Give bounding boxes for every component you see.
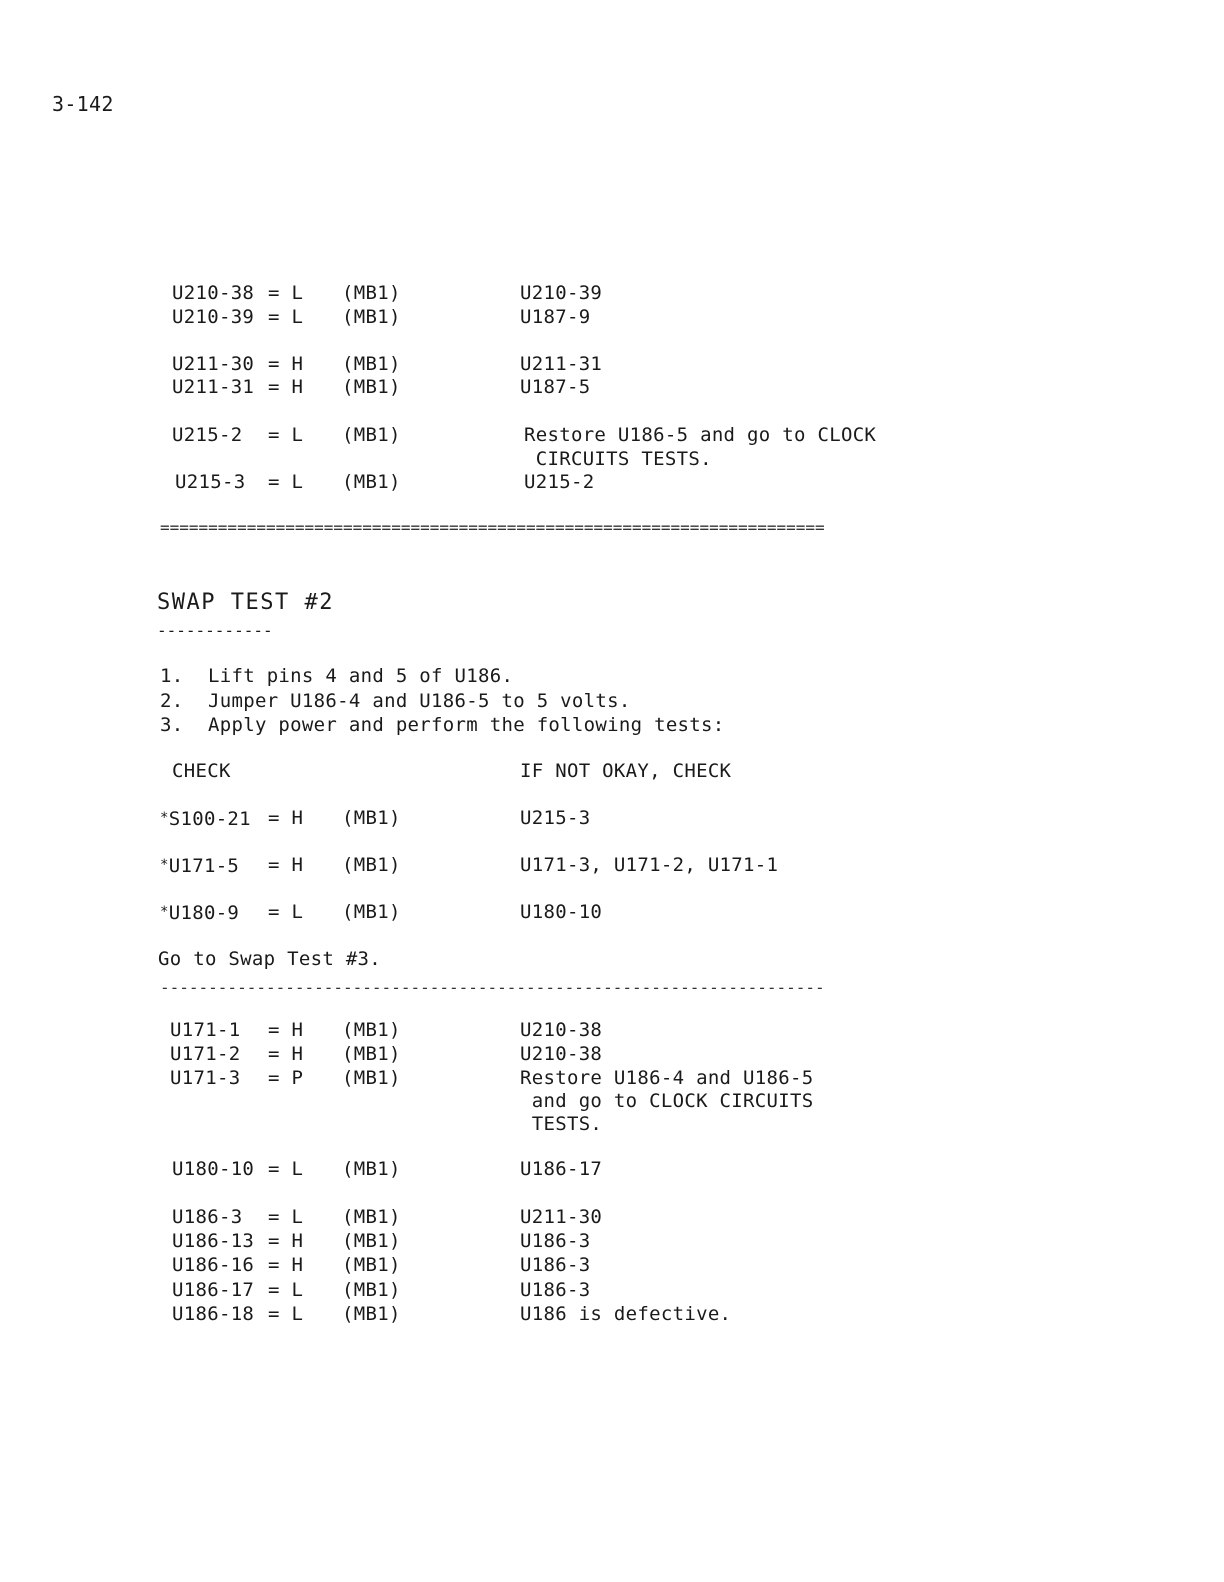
check-cell: U171-3, U171-2, U171-1 xyxy=(520,854,779,876)
check-cell: U187-5 xyxy=(520,376,591,398)
signal-cell: U186-16 xyxy=(172,1254,255,1276)
location-cell: (MB1) xyxy=(342,1158,401,1180)
value-cell: = L xyxy=(268,1279,304,1301)
asterisk-marker: * xyxy=(160,810,169,826)
if-not-okay-column-header: IF NOT OKAY, CHECK xyxy=(520,760,732,782)
goto-instruction: Go to Swap Test #3. xyxy=(158,948,382,970)
signal-cell: U210-39 xyxy=(172,306,255,328)
test-line xyxy=(160,853,239,878)
location-cell: (MB1) xyxy=(342,471,401,493)
value-cell: = H xyxy=(268,1230,304,1252)
location-cell: (MB1) xyxy=(342,282,401,304)
page-number: 3-142 xyxy=(52,92,114,116)
check-cell: U210-38 xyxy=(520,1019,603,1041)
signal-cell: U186-17 xyxy=(172,1279,255,1301)
signal-cell: U211-30 xyxy=(172,353,255,375)
signal-cell: U210-38 xyxy=(172,282,255,304)
check-cell: U187-9 xyxy=(520,306,591,328)
value-cell: = L xyxy=(268,1303,304,1325)
step-text: Jumper U186-4 and U186-5 to 5 volts. xyxy=(208,690,631,712)
value-cell: = L xyxy=(268,306,304,328)
value-cell: = H xyxy=(268,807,304,829)
check-cell: U186 is defective. xyxy=(520,1303,732,1325)
location-cell: (MB1) xyxy=(342,1230,401,1252)
location-cell: (MB1) xyxy=(342,424,401,446)
check-cell-continued: CIRCUITS TESTS. xyxy=(524,448,712,470)
value-cell: = L xyxy=(268,282,304,304)
test-line xyxy=(160,806,251,831)
signal-cell: U171-3 xyxy=(170,1067,241,1089)
signal-cell: U180-10 xyxy=(172,1158,255,1180)
location-cell: (MB1) xyxy=(342,1019,401,1041)
value-cell: = L xyxy=(268,471,304,493)
location-cell: (MB1) xyxy=(342,1303,401,1325)
double-separator: ===================================================================== xyxy=(160,518,825,537)
check-cell: U186-3 xyxy=(520,1230,591,1252)
asterisk-marker: * xyxy=(160,857,169,873)
step-text: Lift pins 4 and 5 of U186. xyxy=(208,665,514,687)
check-column-header: CHECK xyxy=(172,760,231,782)
signal-cell: U186-18 xyxy=(172,1303,255,1325)
location-cell: (MB1) xyxy=(342,306,401,328)
check-cell: Restore U186-4 and U186-5 xyxy=(520,1067,814,1089)
section-title: SWAP TEST #2 xyxy=(157,590,334,615)
value-cell: = H xyxy=(268,376,304,398)
value-cell: = L xyxy=(268,1158,304,1180)
step-number: 1. xyxy=(160,665,184,687)
value-cell: = H xyxy=(268,353,304,375)
signal-cell: U171-1 xyxy=(170,1019,241,1041)
location-cell: (MB1) xyxy=(342,901,401,923)
value-cell: = L xyxy=(268,1206,304,1228)
title-underline: ------------ xyxy=(157,621,273,640)
step-text: Apply power and perform the following tests: xyxy=(208,714,725,736)
check-cell: U186-17 xyxy=(520,1158,603,1180)
location-cell: (MB1) xyxy=(342,1043,401,1065)
check-cell-continued: and go to CLOCK CIRCUITS xyxy=(520,1090,814,1112)
signal-cell: U211-31 xyxy=(172,376,255,398)
check-cell: U211-30 xyxy=(520,1206,603,1228)
location-cell: (MB1) xyxy=(342,376,401,398)
signal-cell: S100-21 xyxy=(168,808,251,830)
signal-cell: U215-2 xyxy=(172,424,243,446)
signal-cell: U180-9 xyxy=(168,902,240,924)
check-cell: U215-2 xyxy=(524,471,595,493)
value-cell: = H xyxy=(268,854,304,876)
value-cell: = H xyxy=(268,1019,304,1041)
check-cell: U210-39 xyxy=(520,282,603,304)
step-number: 3. xyxy=(160,714,184,736)
check-cell: U215-3 xyxy=(520,807,591,829)
asterisk-marker: * xyxy=(160,904,169,920)
check-cell: Restore U186-5 and go to CLOCK xyxy=(524,424,877,446)
value-cell: = H xyxy=(268,1043,304,1065)
location-cell: (MB1) xyxy=(342,1067,401,1089)
check-cell: U211-31 xyxy=(520,353,603,375)
location-cell: (MB1) xyxy=(342,1206,401,1228)
signal-cell: U215-3 xyxy=(175,471,246,493)
signal-cell: U171-2 xyxy=(170,1043,241,1065)
value-cell: = H xyxy=(268,1254,304,1276)
value-cell: = L xyxy=(268,901,304,923)
location-cell: (MB1) xyxy=(342,1279,401,1301)
value-cell: = L xyxy=(268,424,304,446)
location-cell: (MB1) xyxy=(342,1254,401,1276)
location-cell: (MB1) xyxy=(342,807,401,829)
signal-cell: U186-3 xyxy=(172,1206,243,1228)
check-cell: U210-38 xyxy=(520,1043,603,1065)
check-cell-continued: TESTS. xyxy=(520,1113,603,1135)
location-cell: (MB1) xyxy=(342,854,401,876)
step-number: 2. xyxy=(160,690,184,712)
value-cell: = P xyxy=(268,1067,304,1089)
location-cell: (MB1) xyxy=(342,353,401,375)
check-cell: U186-3 xyxy=(520,1254,591,1276)
test-line xyxy=(160,900,239,925)
check-cell: U186-3 xyxy=(520,1279,591,1301)
signal-cell: U186-13 xyxy=(172,1230,255,1252)
check-cell: U180-10 xyxy=(520,901,603,923)
single-separator: --------------------------------------------------------------------- xyxy=(160,978,825,997)
signal-cell: U171-5 xyxy=(168,855,240,877)
